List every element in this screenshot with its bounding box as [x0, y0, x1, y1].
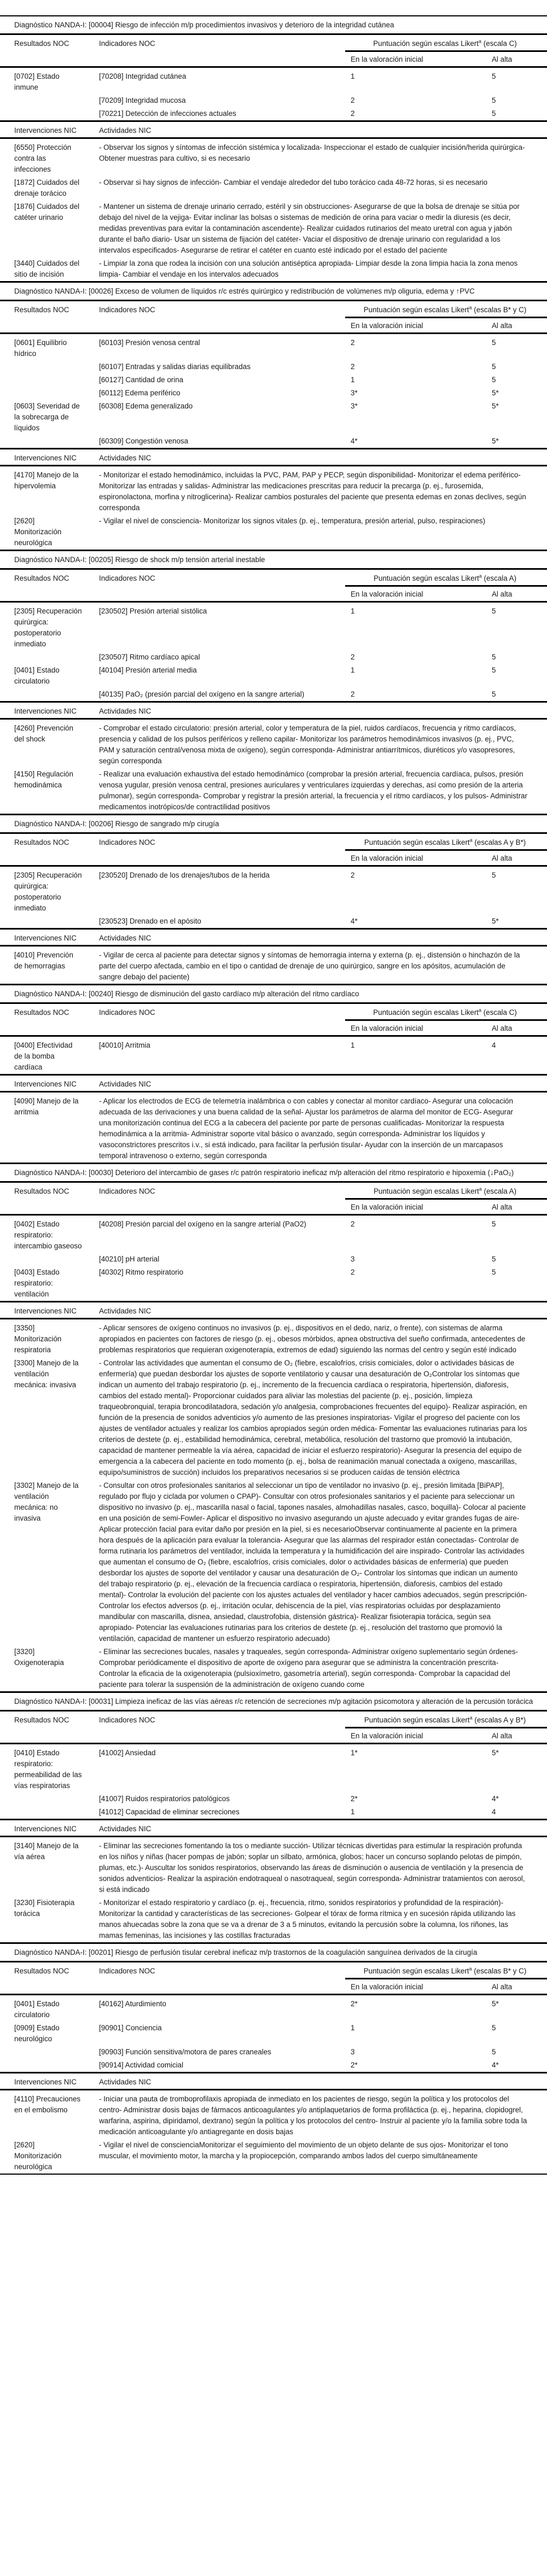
intervention-row	[0, 1092, 547, 1164]
likert-label: Puntuación según escalas Likert	[373, 1187, 479, 1195]
noc-outcome: [0400] Efectividad de la bomba cardíaca	[0, 1036, 85, 1075]
al-alta-header: Al alta	[492, 55, 513, 63]
al-alta-header: Al alta	[492, 590, 513, 598]
nic-activities: - Consultar con otros profesionales sanitarios al seleccionar un tipo de ventilador no invasivo (p. ej., presión limitada [BiPAP], regulado por flujo y ciclada por volumen o CPAP)- Consultar con otros profesionales sanitarios y el paciente para seleccionar un dispositivo no invasivo (p. ej., mascarilla nasal o facial, tapones nasales, almohadillas nasales, casco, boquilla)- Colocar al paciente en una posición de semi-Fowler- Aplicar el dispositivo no invasivo asegurando un ajuste adecuado y evitar grandes fugas de aire- Aplicar protección facial para evitar daño por presión en la piel, si es necesarioObservar continuamente al paciente en la primera hora después de la aplicación para evaluar la tolerancia- Asegurar que las alarmas del respirador están conectadas- Controlar de forma rutinaria los parámetros del ventilador, incluida la temperatura y la humidificación del aire inspirado- Controlar las actividades que aumentan el consumo de O₂ (fiebre, escalofríos, crisis comiciales, dolor o actividades básicas de enfermería) que pueden desbordar los ajustes de soporte del ventilador y causar una desaturación de O₂- Controlar los síntomas que indican un aumento del trabajo respiratorio (p. ej., elevación de la frecuencia cardíaca o respiratoria, hipertensión, diaforesis, cambios del estado mental)- Controlar la evolución del paciente con los ajustes actuales del ventilador y hacer cambios adecuados, según prescripción- Controlar los efectos adversos (p. ej., irritación ocular, dehiscencia de la piel, vías respiratorias ocluidas por desplazamiento mandibular con mascarilla, disnea, ansiedad, claustrofobia, distensión gástrica)- Realizar fisioterapia torácica, según sea apropiado- Potenciar las evaluaciones rutinarias para los criterios de destete (p. ej., resolución del trastorno que promovió la ventilación, capacidad de mantener un esfuerzo respiratorio adecuado)	[99, 1481, 527, 1643]
outcome-row	[0, 688, 547, 702]
intervention-row	[0, 515, 547, 551]
nic-header-row	[0, 929, 547, 946]
noc-outcome	[0, 435, 85, 449]
noc-indicator: [41007] Ruidos respiratorios patológicos	[99, 1795, 230, 1803]
initial-score: 1	[351, 376, 355, 384]
discharge-score: 5	[492, 1268, 496, 1276]
outcome-row	[0, 360, 547, 373]
outcome-row	[0, 2059, 547, 2073]
likert-scale-name: (escalas A y B*)	[474, 1716, 526, 1724]
diagnosis-row	[0, 551, 547, 569]
intervention-row	[0, 946, 547, 985]
noc-header-row	[0, 1711, 547, 1728]
actividades-nic-header: Actividades NIC	[85, 121, 547, 138]
nic-activities: - Controlar las actividades que aumentan el consumo de O₂ (fiebre, escalofríos, crisis comiciales, dolor o actividades básicas de enfermería) que puedan desbordar los ajustes de soporte ventilatorio y causar una desaturación de O₂Controlar los síntomas que indican un aumento del trabajo respiratorio (p. ej., incremento de la frecuencia cardíaca o respiratoria, hipertensión, diaforesis, cambios del estado mental)- Proporcionar cuidados para aliviar las molestias del paciente (p. ej., posición, limpieza traqueobronquial, terapia broncodilatadora, sedación y/o analgesia, comprobaciones frecuentes del equipo)- Realizar aspiración, en función de la presencia de sonidos adventicios y/o aumento de las presiones inspiratorias- Vigilar el progreso del paciente con los ajustes de ventilador actuales y realizar los cambios apropiados según orden médica- Fomentar las evaluaciones rutinarias para los criterios de destete (p. ej., estabilidad hemodinámica, cerebral, metabólica, resolución del trastorno que promovió la intubación, capacidad de mantener permeable la vía aérea, capacidad de iniciar el esfuerzo respiratorio)- Asegurar la presencia del equipo de emergencia a la cabecera del paciente en todo momento (p. ej., bolsa de reanimación manual conectada a oxígeno, mascarillas, equipo/suministros de succión) incluidos los preparativos necesarios si se producen caídas de tensión eléctrica	[99, 1359, 527, 1476]
valoracion-inicial-header: En la valoración inicial	[351, 1983, 423, 1991]
likert-scale-name: (escalas B* y C)	[474, 1967, 527, 1975]
nic-intervention: [2620] Monitorización neurológica	[14, 517, 62, 547]
initial-score: 1	[351, 1808, 355, 1816]
discharge-score: 4	[492, 1808, 496, 1816]
indicadores-noc-header: Indicadores NOC	[85, 833, 345, 866]
noc-indicator: [40162] Aturdimiento	[85, 1995, 345, 2022]
valoracion-inicial-header: En la valoración inicial	[351, 590, 423, 598]
discharge-score: 5*	[492, 917, 499, 925]
indicadores-noc-header: Indicadores NOC	[85, 301, 345, 334]
likert-scale-header	[345, 1182, 547, 1199]
outcome-row	[0, 602, 547, 651]
likert-scale-header	[345, 569, 547, 586]
noc-indicator: [40210] pH arterial	[99, 1255, 160, 1263]
nic-activities: - Iniciar una pauta de tromboprofilaxis apropiada de inmediato en los pacientes de riesgo, según la política y los protocolos del centro- Administrar dosis bajas de fármacos anticoagulantes y/o antiplaquetarios de forma profiláctica (p. ej., heparina, clopidogrel, warfarina, aspirina, dipiridamol, dextrano) según la política y los protocolos del centro- Instruir al paciente y/o la familia sobre toda la medicación anticoagulante y/o antiagregante en dosis bajas	[85, 2090, 547, 2139]
noc-header-row	[0, 833, 547, 850]
likert-scale-name: (escala A)	[484, 1187, 517, 1195]
outcome-row	[0, 1995, 547, 2022]
initial-score: 2	[345, 334, 486, 361]
indicadores-noc-header: Indicadores NOC	[85, 1182, 345, 1215]
outcome-row	[0, 334, 547, 361]
actividades-nic-header: Actividades NIC	[85, 1075, 547, 1092]
noc-outcome: [2305] Recuperación quirúrgica: postoperatorio inmediato	[0, 866, 85, 915]
discharge-score: 5	[492, 109, 496, 118]
noc-outcome	[0, 2059, 85, 2073]
discharge-score: 5	[492, 363, 496, 371]
valoracion-inicial-header: En la valoración inicial	[351, 55, 423, 63]
noc-indicator: [40302] Ritmo respiratorio	[99, 1268, 184, 1276]
outcome-row	[0, 1792, 547, 1806]
initial-score: 2	[351, 653, 355, 661]
initial-score: 3*	[351, 402, 358, 410]
intervention-row	[0, 1479, 547, 1645]
noc-outcome: [0401] Estado circulatorio	[14, 666, 60, 685]
noc-indicator: [41012] Capacidad de eliminar secreciones	[99, 1808, 240, 1816]
likert-scale-header	[345, 34, 547, 51]
noc-outcome: [0702] Estado inmune	[0, 67, 85, 95]
likert-label: Puntuación según escalas Likert	[373, 39, 479, 48]
nic-intervention: [3440] Cuidados del sitio de incisión	[14, 259, 80, 278]
initial-score: 4*	[351, 437, 358, 445]
indicadores-noc-header: Indicadores NOC	[85, 1962, 345, 1995]
nic-activities: - Aplicar los electrodos de ECG de telemetría inalámbrica o con cables y conectar al monitor cardíaco- Asegurar una colocación adecuada de las derivaciones y una buena calidad de la señal- Ajustar los parámetros de alarma del monitor de ECG- Asegurar una monitorización continua del ECG a la cabecera del paciente por parte de personas cualificadas- Monitorizar la respuesta hemodinámica a la arritmia- Administrar soporte vital básico o avanzado, según corresponda- Administrar los líquidos y vasoconstrictores prescritos i.v., si está indicado, para facilitar la perfusión tisular- Ayudar con la inserción de un marcapasos temporal intravenoso o externo, según corresponda	[85, 1092, 547, 1164]
noc-outcome	[0, 1792, 85, 1806]
outcome-row	[0, 1806, 547, 1820]
noc-indicator: [90914] Actividad comicial	[99, 2061, 184, 2069]
intervention-row	[0, 466, 547, 515]
nic-activities: - Limpiar la zona que rodea la incisión con una solución antiséptica apropiada- Limpiar desde la zona limpia hacia la zona menos limpia- Cambiar el vendaje en los intervalos adecuados	[99, 259, 518, 278]
intervention-row	[0, 1645, 547, 1692]
valoracion-inicial-header: En la valoración inicial	[351, 854, 423, 862]
outcome-row	[0, 400, 547, 435]
intervention-row	[0, 257, 547, 282]
nic-intervention: [4150] Regulación hemodinámica	[14, 770, 73, 789]
noc-indicator: [60309] Congestión venosa	[99, 437, 189, 445]
outcome-row	[0, 664, 547, 688]
diagnosis-title: Diagnóstico NANDA-I: [00004] Riesgo de infección m/p procedimientos invasivos y deterioro de la integridad cutánea	[0, 16, 547, 34]
al-alta-header: Al alta	[492, 1732, 513, 1740]
discharge-score: 4*	[492, 2061, 499, 2069]
nic-activities: - Eliminar las secreciones bucales, nasales y traqueales, según corresponda- Administrar oxígeno suplementario según órdenes- Comprobar periódicamente el dispositivo de aporte de oxígeno para asegurar que se administra la concentración prescrita- Controlar la eficacia de la oxigenoterapia (pulsioxímetro, gasometría arterial), según corresponda- Comprobar la capacidad del paciente para tolerar la suspensión de la administración de oxígeno cuando come	[99, 1648, 518, 1689]
diagnosis-title: Diagnóstico NANDA-I: [00240] Riesgo de disminución del gasto cardíaco m/p alteración del ritmo cardíaco	[0, 985, 547, 1003]
likert-scale-name: (escalas B* y C)	[474, 306, 527, 314]
initial-score: 1*	[345, 1744, 486, 1793]
intervenciones-nic-header: Intervenciones NIC	[0, 1075, 85, 1092]
valoracion-inicial-header: En la valoración inicial	[351, 1732, 423, 1740]
likert-scale-header	[345, 1003, 547, 1020]
noc-indicator: [41002] Ansiedad	[85, 1744, 345, 1793]
nic-intervention: [3320] Oxigenoterapia	[14, 1648, 64, 1667]
valoracion-inicial-header: En la valoración inicial	[351, 1203, 423, 1211]
nic-header-row	[0, 702, 547, 719]
initial-score: 3	[351, 2048, 355, 2056]
discharge-score: 5*	[492, 389, 499, 397]
discharge-score: 5*	[486, 1744, 547, 1793]
likert-scale-header	[345, 301, 547, 318]
outcome-row	[0, 67, 547, 95]
al-alta-header: Al alta	[492, 1024, 513, 1032]
resultados-noc-header: Resultados NOC	[0, 569, 85, 602]
discharge-score: 5	[486, 67, 547, 95]
outcome-row	[0, 373, 547, 387]
noc-indicator: [60112] Edema periférico	[99, 389, 181, 397]
noc-indicator: [40208] Presión parcial del oxígeno en la sangre arterial (PaO2)	[85, 1215, 345, 1253]
likert-footnote-marker: a	[469, 1715, 473, 1721]
noc-outcome: [0603] Severidad de la sobrecarga de líquidos	[14, 402, 80, 432]
actividades-nic-header: Actividades NIC	[85, 702, 547, 719]
nic-intervention: [4260] Prevención del shock	[0, 719, 85, 768]
indicadores-noc-header: Indicadores NOC	[85, 34, 345, 67]
discharge-score: 5	[486, 334, 547, 361]
initial-score: 2	[345, 866, 486, 915]
diagnosis-title: Diagnóstico NANDA-I: [00026] Exceso de volumen de líquidos r/c estrés quirúrgico y redistribución de volúmenes m/p oliguria, edema y ↑PVC	[0, 282, 547, 301]
likert-footnote-marker: a	[469, 305, 472, 311]
noc-outcome	[0, 94, 85, 107]
intervenciones-nic-header: Intervenciones NIC	[0, 449, 85, 466]
valoracion-inicial-header: En la valoración inicial	[351, 322, 423, 330]
noc-outcome	[0, 651, 85, 664]
initial-score: 1	[345, 67, 486, 95]
nic-header-row	[0, 121, 547, 138]
nic-intervention: [4090] Manejo de la arritmia	[0, 1092, 85, 1164]
discharge-score: 5	[492, 376, 496, 384]
likert-label: Puntuación según escalas Likert	[373, 574, 479, 582]
discharge-score: 4	[486, 1036, 547, 1075]
nic-activities: - Realizar una evaluación exhaustiva del estado hemodinámico (comprobar la presión arterial, frecuencia cardíaca, pulsos, presión venosa yugular, presión venosa central, presiones auriculares y ventriculares izquierdas y derechas, así como presión de la arteria pulmonar), según corresponda- Comprobar y registrar la presión arterial, la frecuencia y el ritmo cardíacos, y los pulsos- Administrar medicamentos inotrópicos/de contractilidad positivos	[99, 770, 527, 811]
likert-label: Puntuación según escalas Likert	[363, 306, 469, 314]
noc-indicator: [230502] Presión arterial sistólica	[85, 602, 345, 651]
nic-header-row	[0, 449, 547, 466]
nic-intervention: [1876] Cuidados del catéter urinario	[14, 202, 80, 221]
intervention-row	[0, 768, 547, 815]
noc-outcome	[0, 373, 85, 387]
al-alta-header: Al alta	[492, 322, 513, 330]
initial-score: 1	[351, 2024, 355, 2032]
likert-footnote-marker: a	[469, 837, 473, 843]
initial-score: 3	[351, 1255, 355, 1263]
noc-indicator: [60127] Cantidad de orina	[99, 376, 184, 384]
intervention-row	[0, 1837, 547, 1897]
resultados-noc-header: Resultados NOC	[0, 34, 85, 67]
nic-intervention: [3300] Manejo de la ventilación mecánica: invasiva	[14, 1359, 79, 1389]
discharge-score: 5	[486, 602, 547, 651]
diagnosis-row	[0, 1164, 547, 1182]
outcome-row	[0, 1253, 547, 1266]
discharge-score: 5	[486, 866, 547, 915]
outcome-row	[0, 651, 547, 664]
outcome-row	[0, 107, 547, 121]
noc-indicator: [70221] Detección de infecciones actuales	[99, 109, 236, 118]
nic-header-row	[0, 1302, 547, 1319]
likert-footnote-marker: a	[479, 38, 482, 44]
resultados-noc-header: Resultados NOC	[0, 1711, 85, 1744]
noc-outcome: [0410] Estado respiratorio: permeabilidad de las vías respiratorias	[0, 1744, 85, 1793]
noc-outcome: [0601] Equilibrio hídrico	[0, 334, 85, 361]
nic-activities: - Vigilar de cerca al paciente para detectar signos y síntomas de hemorragia interna y externa (p. ej., distensión o hinchazón de la parte del cuerpo afectada, cambio en el tipo o cantidad de drenaje de uno quirúrgico, sangre en los apósitos, acumulación de sangre debajo del paciente)	[85, 946, 547, 985]
nic-activities: - Vigilar el nivel de consciencia- Monitorizar los signos vitales (p. ej., temperatura, presión arterial, pulso, respiraciones)	[99, 517, 486, 525]
nic-header-row	[0, 1820, 547, 1837]
intervenciones-nic-header: Intervenciones NIC	[0, 702, 85, 719]
intervenciones-nic-header: Intervenciones NIC	[0, 2073, 85, 2090]
noc-outcome: [2305] Recuperación quirúrgica: postoperatorio inmediato	[0, 602, 85, 651]
noc-header-row	[0, 1182, 547, 1199]
noc-outcome	[0, 387, 85, 400]
indicadores-noc-header: Indicadores NOC	[85, 569, 345, 602]
initial-score: 2	[351, 363, 355, 371]
initial-score: 2	[351, 109, 355, 118]
intervention-row	[0, 1319, 547, 1357]
likert-scale-header	[345, 833, 547, 850]
intervention-row	[0, 1357, 547, 1479]
intervention-row	[0, 176, 547, 200]
noc-outcome	[0, 360, 85, 373]
diagnosis-title: Diagnóstico NANDA-I: [00030] Deterioro del intercambio de gases r/c patrón respiratorio ineficaz m/p alteración del ritmo respiratorio e hipoxemia (↓PaO₂)	[0, 1164, 547, 1182]
nic-intervention: [2620] Monitorización neurológica	[0, 2139, 85, 2174]
actividades-nic-header: Actividades NIC	[85, 2073, 547, 2090]
nic-intervention: [1872] Cuidados del drenaje torácico	[14, 178, 80, 197]
discharge-score: 5	[492, 666, 496, 674]
diagnosis-row	[0, 1692, 547, 1711]
noc-header-row	[0, 569, 547, 586]
noc-indicator: [60107] Entradas y salidas diarias equilibradas	[99, 363, 251, 371]
intervenciones-nic-header: Intervenciones NIC	[0, 121, 85, 138]
noc-header-row	[0, 301, 547, 318]
initial-score: 1	[345, 602, 486, 651]
likert-footnote-marker: a	[479, 1007, 482, 1013]
initial-score: 2*	[345, 1995, 486, 2022]
noc-outcome: [0402] Estado respiratorio: intercambio gaseoso	[0, 1215, 85, 1253]
noc-indicator: [40104] Presión arterial media	[99, 666, 197, 674]
outcome-row	[0, 1036, 547, 1075]
nic-intervention: [4170] Manejo de la hipervolemia	[0, 466, 85, 515]
nanda-noc-nic-table	[0, 15, 547, 2175]
diagnosis-title: Diagnóstico NANDA-I: [00201] Riesgo de perfusión tisular cerebral ineficaz m/p trastornos de la coagulación sanguínea derivados de la cirugía	[0, 1943, 547, 1962]
discharge-score: 5	[492, 690, 496, 698]
diagnosis-row	[0, 815, 547, 833]
noc-outcome	[0, 915, 85, 929]
resultados-noc-header: Resultados NOC	[0, 301, 85, 334]
noc-header-row	[0, 1003, 547, 1020]
noc-indicator: [60103] Presión venosa central	[85, 334, 345, 361]
discharge-score: 5	[492, 2024, 496, 2032]
noc-header-row	[0, 1962, 547, 1979]
intervenciones-nic-header: Intervenciones NIC	[0, 1820, 85, 1837]
discharge-score: 5*	[492, 402, 499, 410]
actividades-nic-header: Actividades NIC	[85, 1820, 547, 1837]
intervention-row	[0, 719, 547, 768]
nic-activities: - Aplicar sensores de oxígeno continuos no invasivos (p. ej., dispositivos en el dedo, nariz, o frente), con sistemas de alarma apropiados en pacientes con factores de riesgo (p. ej., obesos mórbidos, apnea obstructiva del sueño confirmada, antecedentes de problemas respiratorios que requieran oxigenoterapia, extremos de edad) siguiendo las normas del centro y según esté indicado	[85, 1319, 547, 1357]
diagnosis-title: Diagnóstico NANDA-I: [00206] Riesgo de sangrado m/p cirugía	[0, 815, 547, 833]
noc-indicator: [90903] Función sensitiva/motora de pares craneales	[99, 2048, 271, 2056]
noc-indicator: [40135] PaO₂ (presión parcial del oxígeno en la sangre arterial)	[99, 690, 305, 698]
diagnosis-title: Diagnóstico NANDA-I: [00031] Limpieza ineficaz de las vías aéreas r/c retención de secreciones m/p agitación psicomotora y alteración de la percusión torácica	[0, 1692, 547, 1711]
al-alta-header: Al alta	[492, 1983, 513, 1991]
noc-outcome: [0403] Estado respiratorio: ventilación	[14, 1268, 60, 1298]
noc-indicator: [40010] Arritmia	[85, 1036, 345, 1075]
intervention-row	[0, 200, 547, 257]
likert-scale-header	[345, 1962, 547, 1979]
intervention-row	[0, 2139, 547, 2174]
nic-activities: - Monitorizar el estado respiratorio y cardíaco (p. ej., frecuencia, ritmo, sonidos respiratorios y profundidad de la respiración)- Monitorizar la cantidad y características de las secreciones- Golpear el tórax de forma rítmica y en sucesión rápida utilizando las manos ahuecadas sobre la zona que se va a drenar de 3 a 5 minutos, evitando la percusión sobre la columna, los riñones, las mamas femeninas, las incisiones y las costillas fracturadas	[99, 1899, 516, 1940]
nic-activities: - Eliminar las secreciones fomentando la tos o mediante succión- Utilizar técnicas divertidas para estimular la respiración profunda en los niños y niñas (hacer pompas de jabón; soplar un silbato, armónica, globos; hacer un concurso soplando pelotas de pimpón, plumas, etc.)- Auscultar los sonidos respiratorios, observando las áreas de disminución o ausencia de ventilación y la presencia de sonidos adventicios- Realizar la aspiración endotraqueal o nasotraqueal, según corresponda- Administrar tratamientos con aerosol, si está indicado	[85, 1837, 547, 1897]
noc-outcome: [0401] Estado circulatorio	[0, 1995, 85, 2022]
diagnosis-row	[0, 1943, 547, 1962]
noc-outcome: [0909] Estado neurológico	[14, 2024, 60, 2043]
initial-score: 2	[351, 1268, 355, 1276]
nic-activities: - Observar si hay signos de infección- Cambiar el vendaje alrededor del tubo torácico cada 48-72 horas, si es necesario	[99, 178, 488, 186]
likert-footnote-marker: a	[479, 573, 482, 579]
noc-outcome	[0, 2046, 85, 2059]
diagnosis-title: Diagnóstico NANDA-I: [00205] Riesgo de shock m/p tensión arterial inestable	[0, 551, 547, 569]
resultados-noc-header: Resultados NOC	[0, 1962, 85, 1995]
discharge-score: 5	[492, 96, 496, 104]
indicadores-noc-header: Indicadores NOC	[85, 1711, 345, 1744]
discharge-score: 5*	[492, 437, 499, 445]
outcome-row	[0, 1744, 547, 1793]
initial-score: 3*	[351, 389, 358, 397]
likert-label: Puntuación según escalas Likert	[364, 838, 470, 846]
intervention-row	[0, 1896, 547, 1943]
outcome-row	[0, 1215, 547, 1253]
likert-label: Puntuación según escalas Likert	[373, 1008, 479, 1017]
outcome-row	[0, 94, 547, 107]
initial-score: 1	[351, 666, 355, 674]
discharge-score: 5	[486, 1215, 547, 1253]
likert-label: Puntuación según escalas Likert	[364, 1716, 470, 1724]
likert-scale-name: (escala A)	[484, 574, 517, 582]
nic-intervention: [3230] Fisioterapia torácica	[14, 1899, 75, 1918]
diagnosis-row	[0, 16, 547, 34]
noc-indicator: [70209] Integridad mucosa	[99, 96, 186, 104]
outcome-row	[0, 2022, 547, 2046]
noc-outcome	[0, 107, 85, 121]
likert-footnote-marker: a	[479, 1186, 482, 1192]
resultados-noc-header: Resultados NOC	[0, 1182, 85, 1215]
nic-intervention: [4010] Prevención de hemorragias	[0, 946, 85, 985]
outcome-row	[0, 915, 547, 929]
nic-activities: - Mantener un sistema de drenaje urinario cerrado, estéril y sin obstrucciones- Asegurarse de que la bolsa de drenaje se sitúa por debajo del nivel de la vejiga- Evitar inclinar las bolsas o sistemas de medición de orina para vaciar o medir la diuresis (es decir, medidas preventivas para evitar la contaminación ascendente)- Realizar cuidados rutinarios del meato uretral con agua y jabón durante el baño diario- Usar un sistema de fijación del catéter- Vaciar el dispositivo de drenaje urinario con regularidad a los intervalos especificados- Asegurarse de retirar el catéter en cuanto esté indicado por el estado del paciente	[99, 202, 520, 254]
initial-score: 2*	[351, 1795, 358, 1803]
intervention-row	[0, 138, 547, 177]
outcome-row	[0, 435, 547, 449]
nic-intervention: [3350] Monitorización respiratoria	[0, 1319, 85, 1357]
nic-intervention: [4110] Precauciones en el embolismo	[0, 2090, 85, 2139]
initial-score: 4*	[351, 917, 358, 925]
noc-outcome	[0, 688, 85, 702]
diagnosis-row	[0, 985, 547, 1003]
diagnosis-row	[0, 282, 547, 301]
outcome-row	[0, 2046, 547, 2059]
likert-scale-name: (escalas A y B*)	[474, 838, 526, 846]
likert-scale-name: (escala C)	[483, 1008, 517, 1017]
outcome-row	[0, 866, 547, 915]
nic-header-row	[0, 1075, 547, 1092]
initial-score: 1	[345, 1036, 486, 1075]
initial-score: 2	[351, 96, 355, 104]
noc-indicator: [230520] Drenado de los drenajes/tubos de la herida	[85, 866, 345, 915]
noc-header-row	[0, 34, 547, 51]
valoracion-inicial-header: En la valoración inicial	[351, 1024, 423, 1032]
noc-indicator: [90901] Conciencia	[99, 2024, 162, 2032]
actividades-nic-header: Actividades NIC	[85, 449, 547, 466]
noc-outcome	[0, 1806, 85, 1820]
resultados-noc-header: Resultados NOC	[0, 1003, 85, 1036]
resultados-noc-header: Resultados NOC	[0, 833, 85, 866]
noc-indicator: [70208] Integridad cutánea	[85, 67, 345, 95]
likert-footnote-marker: a	[469, 1966, 472, 1972]
actividades-nic-header: Actividades NIC	[85, 929, 547, 946]
noc-indicator: [230507] Ritmo cardíaco apical	[99, 653, 200, 661]
initial-score: 2	[351, 690, 355, 698]
indicadores-noc-header: Indicadores NOC	[85, 1003, 345, 1036]
noc-outcome	[0, 1253, 85, 1266]
nic-activities: - Comprobar el estado circulatorio: presión arterial, color y temperatura de la piel, ruidos cardíacos, frecuencia y ritmo cardíacos, presencia y calidad de los pulsos periféricos y relleno capilar- Monitorizar los parámetros hemodinámicos invasivos (p. ej., PVC, PAM y saturación central/venosa mixta de oxígeno), según corresponda- Administrar antiarrítmicos, diuréticos y/o vasopresores, según corresponda	[85, 719, 547, 768]
likert-scale-name: (escala C)	[483, 39, 517, 48]
nic-activities: - Monitorizar el estado hemodinámico, incluidas la PVC, PAM, PAP y PECP, según disponibilidad- Monitorizar el edema periférico- Monitorizar las entradas y salidas- Administrar las medicaciones prescritas para reducir la precarga (p. ej., furosemida, espironolactona, morfina y nitroglicerina)- Realizar cambios posturales del paciente que presenta edemas en zonas declives, según corresponda	[85, 466, 547, 515]
likert-scale-header	[345, 1711, 547, 1728]
initial-score: 2	[345, 1215, 486, 1253]
nic-intervention: [3140] Manejo de la vía aérea	[0, 1837, 85, 1897]
intervenciones-nic-header: Intervenciones NIC	[0, 1302, 85, 1319]
noc-indicator: [60308] Edema generalizado	[99, 402, 193, 410]
actividades-nic-header: Actividades NIC	[85, 1302, 547, 1319]
intervenciones-nic-header: Intervenciones NIC	[0, 929, 85, 946]
nic-activities: - Vigilar el nivel de conscienciaMonitorizar el seguimiento del movimiento de un objeto delante de sus ojos- Monitorizar el tono muscular, el movimiento motor, la marcha y la propiocepción, comparando ambos lados del cuerpo simultáneamente	[85, 2139, 547, 2174]
initial-score: 2*	[351, 2061, 358, 2069]
discharge-score: 5*	[486, 1995, 547, 2022]
discharge-score: 5	[492, 1255, 496, 1263]
outcome-row	[0, 1266, 547, 1302]
discharge-score: 4*	[492, 1795, 499, 1803]
discharge-score: 5	[492, 653, 496, 661]
nic-header-row	[0, 2073, 547, 2090]
nic-intervention: [6550] Protección contra las infecciones	[0, 138, 85, 177]
noc-indicator: [230523] Drenado en el apósito	[99, 917, 201, 925]
discharge-score: 5	[492, 2048, 496, 2056]
nic-intervention: [3302] Manejo de la ventilación mecánica: no invasiva	[14, 1481, 79, 1522]
nic-activities: - Observar los signos y síntomas de infección sistémica y localizada- Inspeccionar el estado de cualquier incisión/herida quirúrgica- Obtener muestras para cultivo, si es necesario	[85, 138, 547, 177]
al-alta-header: Al alta	[492, 854, 513, 862]
al-alta-header: Al alta	[492, 1203, 513, 1211]
intervention-row	[0, 2090, 547, 2139]
likert-label: Puntuación según escalas Likert	[363, 1967, 469, 1975]
outcome-row	[0, 387, 547, 400]
